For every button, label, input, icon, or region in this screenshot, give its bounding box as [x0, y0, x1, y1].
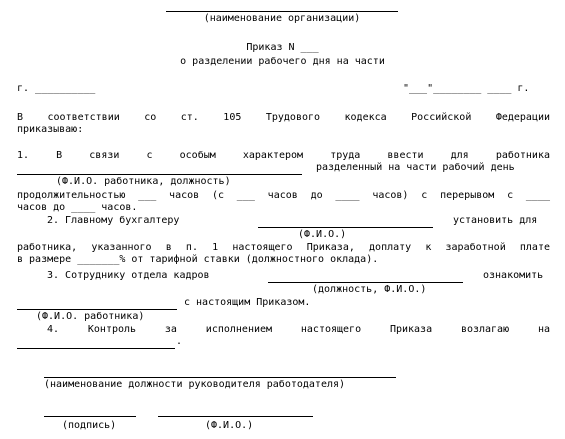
- item2-line3: в размере _______% от тарифной ставки (должностного оклада).: [17, 254, 379, 265]
- org-name-line: [166, 11, 398, 12]
- item1-line3: продолжительностью ___ часов (с ___ часов до ____ часов) с перерывом с ____: [17, 190, 550, 201]
- item2-line1-tail: установить для: [453, 215, 538, 226]
- item3-line1-tail: ознакомить: [483, 270, 544, 281]
- order-subtitle: о разделении рабочего дня на части: [180, 56, 385, 67]
- item2-line1-head: 2. Главному бухгалтеру: [47, 215, 180, 226]
- accountant-name-line: [258, 227, 433, 228]
- org-name-caption: (наименование организации): [203, 13, 361, 24]
- hr-employee-caption: (должность, Ф.И.О.): [312, 284, 427, 295]
- director-name-caption: (Ф.И.О.): [205, 420, 254, 431]
- item4-line2-tail: .: [176, 336, 183, 347]
- item4-line1: 4. Контроль за исполнением настоящего Приказа возлагаю на: [47, 324, 550, 335]
- order-title: Приказ N ___: [246, 42, 319, 53]
- director-position-line: [44, 377, 396, 378]
- date-field: "___"________ ____ г.: [403, 83, 530, 94]
- employee-caption: (Ф.И.О. работника, должность): [56, 176, 231, 187]
- control-person-line: [17, 348, 175, 349]
- hr-employee-line: [268, 282, 463, 283]
- item1-line4: часов до ____ часов.: [17, 202, 138, 213]
- item2-line2: работника, указанного в п. 1 настоящего Приказа, доплату к заработной плате: [17, 242, 550, 253]
- preamble-line1: В соответствии со ст. 105 Трудового кодекса Российской Федерации: [17, 112, 550, 123]
- employee-name-line: [17, 174, 302, 175]
- acquainted-employee-caption: (Ф.И.О. работника): [36, 311, 145, 322]
- preamble-line2: приказываю:: [17, 124, 84, 135]
- item3-line1-head: 3. Сотруднику отдела кадров: [47, 270, 210, 281]
- accountant-caption: (Ф.И.О.): [298, 229, 347, 240]
- signature-line: [44, 416, 136, 417]
- acquainted-employee-line: [17, 309, 177, 310]
- item3-line2-tail: с настоящим Приказом.: [184, 297, 311, 308]
- item1-line1: 1. В связи с особым характером труда ввести для работника: [17, 150, 550, 161]
- director-name-line: [158, 416, 313, 417]
- director-position-caption: (наименование должности руководителя работодателя): [44, 379, 346, 390]
- signature-caption: (подпись): [62, 420, 117, 431]
- item1-line2-tail: разделенный на части рабочий день: [316, 162, 515, 173]
- city-field: г. __________: [17, 83, 96, 94]
